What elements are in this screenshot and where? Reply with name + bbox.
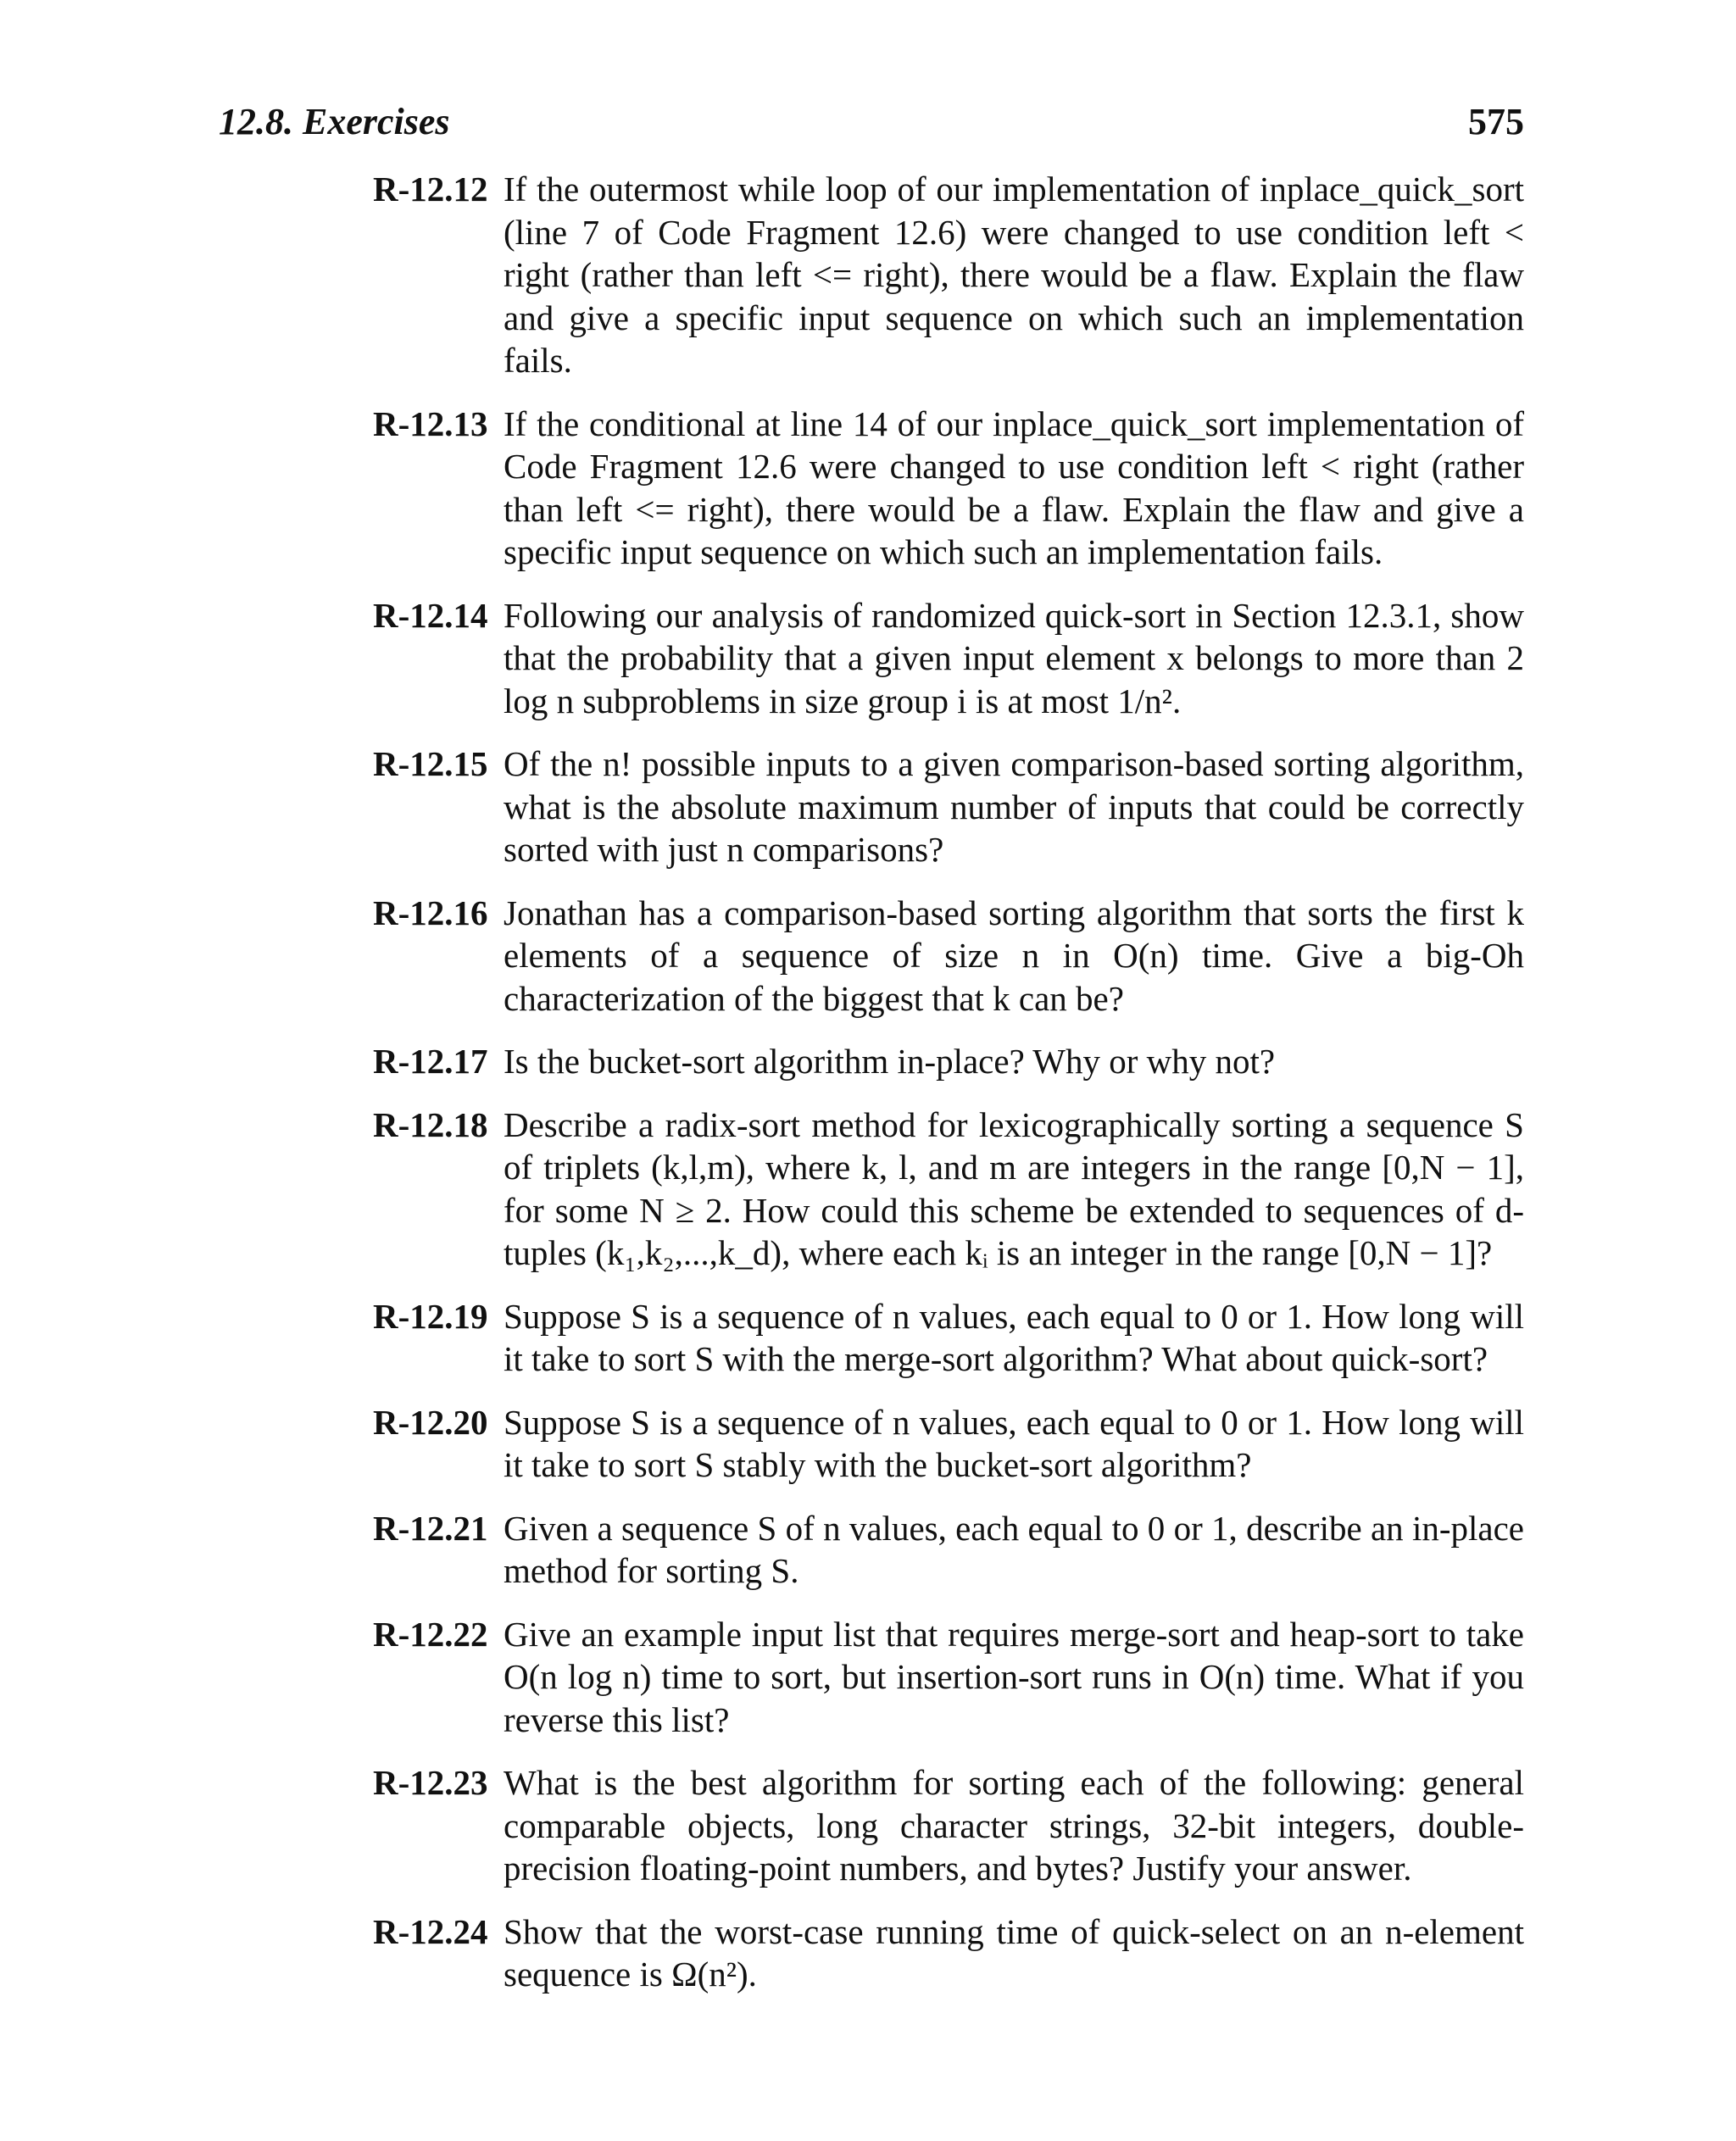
exercise-text: Show that the worst-case running time of quick-select on an n-element sequence is Ω(n²). bbox=[504, 1911, 1524, 1994]
exercise-item bbox=[373, 1401, 1524, 1487]
exercise-label: R-12.21 bbox=[373, 1508, 488, 1548]
exercise-text: If the outermost while loop of our implementation of inplace_quick_sort (line 7 of Code Fragment 12.6) were changed to use condition left < right (rather than left <= right), there would be a flaw. Explain the flaw and give a specific input sequence on which such an implementation fails. bbox=[504, 170, 1524, 380]
exercise-item bbox=[373, 892, 1524, 1020]
exercise-item bbox=[373, 1104, 1524, 1275]
page-header bbox=[219, 100, 1524, 143]
exercise-item bbox=[373, 1507, 1524, 1593]
exercise-label: R-12.22 bbox=[373, 1614, 488, 1654]
exercise-item bbox=[373, 742, 1524, 871]
exercise-item bbox=[373, 1910, 1524, 1996]
exercise-item bbox=[373, 1295, 1524, 1381]
exercise-text: Is the bucket-sort algorithm in-place? Why or why not? bbox=[504, 1042, 1276, 1081]
exercise-text: Describe a radix-sort method for lexicographically sorting a sequence S of triplets (k,l,m), where k, l, and m are integers in the range [0,N − 1], for some N ≥ 2. How could this scheme be extended to sequences of d-tuples (k₁,k₂,...,k_d), where each kᵢ is an integer in the range [0,N − 1]? bbox=[504, 1104, 1524, 1272]
exercise-item bbox=[373, 1040, 1524, 1083]
exercise-item bbox=[373, 1761, 1524, 1890]
exercise-list bbox=[373, 168, 1524, 2016]
exercise-text: Of the n! possible inputs to a given comparison-based sorting algorithm, what is the absolute maximum number of inputs that could be correctly sorted with just n comparisons? bbox=[504, 744, 1524, 869]
exercise-item bbox=[373, 168, 1524, 382]
exercise-text: What is the best algorithm for sorting each of the following: general comparable objects, long character strings, 32-bit integers, double-precision floating-point numbers, and bytes? Justify your answer. bbox=[504, 1763, 1524, 1888]
page-number: 575 bbox=[1468, 101, 1524, 142]
exercise-item bbox=[373, 403, 1524, 574]
exercise-item bbox=[373, 1613, 1524, 1742]
exercise-label: R-12.19 bbox=[373, 1296, 488, 1336]
exercise-label: R-12.16 bbox=[373, 893, 488, 932]
exercise-label: R-12.23 bbox=[373, 1763, 488, 1802]
exercise-label: R-12.13 bbox=[373, 403, 488, 443]
exercise-text: Suppose S is a sequence of n values, each equal to 0 or 1. How long will it take to sort S with the merge-sort algorithm? What about quick-sort? bbox=[504, 1296, 1524, 1378]
exercise-label: R-12.14 bbox=[373, 595, 488, 635]
exercise-text: Suppose S is a sequence of n values, each equal to 0 or 1. How long will it take to sort S stably with the bucket-sort algorithm? bbox=[504, 1402, 1524, 1484]
exercise-item bbox=[373, 594, 1524, 723]
exercise-text: If the conditional at line 14 of our inplace_quick_sort implementation of Code Fragment 12.6 were changed to use condition left < right (rather than left <= right), there would be a flaw. Explain the flaw and give a specific input sequence on which such an implementation fails. bbox=[504, 403, 1524, 571]
section-title: 12.8. Exercises bbox=[219, 101, 450, 142]
exercise-text: Given a sequence S of n values, each equal to 0 or 1, describe an in-place method for sorting S. bbox=[504, 1508, 1524, 1590]
exercise-label: R-12.12 bbox=[373, 170, 488, 209]
exercise-text: Jonathan has a comparison-based sorting algorithm that sorts the first k elements of a sequence of size n in O(n) time. Give a big-Oh characterization of the biggest that k can be? bbox=[504, 893, 1524, 1018]
exercise-label: R-12.20 bbox=[373, 1402, 488, 1442]
exercise-label: R-12.15 bbox=[373, 744, 488, 783]
exercise-label: R-12.17 bbox=[373, 1042, 488, 1081]
exercise-text: Give an example input list that requires merge-sort and heap-sort to take O(n log n) time to sort, but insertion-sort runs in O(n) time. What if you reverse this list? bbox=[504, 1614, 1524, 1739]
exercise-text: Following our analysis of randomized quick-sort in Section 12.3.1, show that the probability that a given input element x belongs to more than 2 log n subproblems in size group i is at most 1/n². bbox=[504, 595, 1524, 720]
exercise-label: R-12.24 bbox=[373, 1911, 488, 1951]
exercise-label: R-12.18 bbox=[373, 1104, 488, 1144]
